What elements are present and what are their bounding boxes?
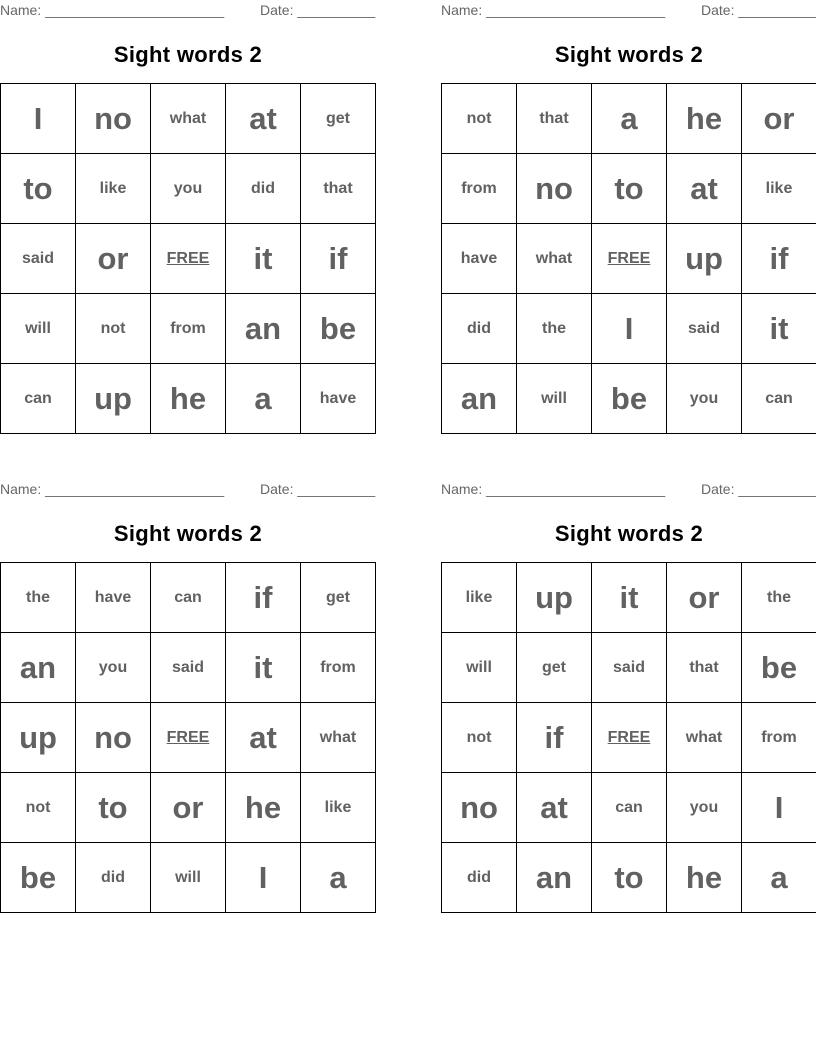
bingo-grid [441, 562, 816, 913]
name-field: Name: _______________________ [441, 481, 666, 497]
word-cell: can [592, 773, 667, 843]
word-cell: a [742, 843, 816, 913]
word-cell: up [76, 364, 151, 434]
word-cell: from [742, 703, 816, 773]
bingo-grid [441, 83, 816, 434]
word-cell: he [667, 843, 742, 913]
word-cell: said [151, 633, 226, 703]
card-header [441, 2, 816, 20]
word-cell: did [442, 294, 517, 364]
name-field: Name: _______________________ [0, 481, 225, 497]
grid-row [1, 843, 376, 913]
grid-row [442, 364, 816, 434]
word-cell: not [442, 703, 517, 773]
word-cell: be [592, 364, 667, 434]
word-cell: to [76, 773, 151, 843]
word-cell: will [1, 294, 76, 364]
word-cell: at [226, 703, 301, 773]
grid-row [442, 563, 816, 633]
word-cell: said [1, 224, 76, 294]
card-title: Sight words 2 [113, 42, 263, 67]
grid-row [1, 703, 376, 773]
word-cell: get [517, 633, 592, 703]
free-space-cell: FREE [592, 224, 667, 294]
word-cell: to [592, 154, 667, 224]
word-cell: a [226, 364, 301, 434]
word-cell: from [442, 154, 517, 224]
grid-row [442, 294, 816, 364]
word-cell: I [226, 843, 301, 913]
word-cell: if [301, 224, 376, 294]
word-cell: or [667, 563, 742, 633]
date-field: Date: __________ [260, 481, 376, 497]
card-header [441, 481, 816, 499]
word-cell: like [442, 563, 517, 633]
word-cell: an [442, 364, 517, 434]
word-cell: it [742, 294, 816, 364]
word-cell: he [667, 84, 742, 154]
word-cell: no [442, 773, 517, 843]
grid-row [1, 294, 376, 364]
word-cell: did [442, 843, 517, 913]
word-cell: he [151, 364, 226, 434]
word-cell: no [76, 84, 151, 154]
date-field: Date: __________ [701, 481, 816, 497]
bingo-card-3 [0, 479, 376, 913]
word-cell: be [1, 843, 76, 913]
word-cell: to [592, 843, 667, 913]
word-cell: what [151, 84, 226, 154]
word-cell: or [151, 773, 226, 843]
name-field: Name: _______________________ [441, 2, 666, 18]
word-cell: no [517, 154, 592, 224]
word-cell: from [301, 633, 376, 703]
word-cell: an [517, 843, 592, 913]
bingo-grid [0, 83, 376, 434]
word-cell: said [667, 294, 742, 364]
word-cell: will [442, 633, 517, 703]
free-space-cell: FREE [151, 703, 226, 773]
word-cell: have [301, 364, 376, 434]
card-header [0, 481, 376, 499]
word-cell: he [226, 773, 301, 843]
grid-row [1, 154, 376, 224]
word-cell: at [226, 84, 301, 154]
word-cell: if [226, 563, 301, 633]
word-cell: at [667, 154, 742, 224]
date-field: Date: __________ [701, 2, 816, 18]
date-field: Date: __________ [260, 2, 376, 18]
word-cell: the [1, 563, 76, 633]
grid-row [442, 703, 816, 773]
word-cell: an [226, 294, 301, 364]
word-cell: that [517, 84, 592, 154]
grid-row [442, 843, 816, 913]
word-cell: or [76, 224, 151, 294]
word-cell: not [1, 773, 76, 843]
grid-row [1, 84, 376, 154]
word-cell: like [301, 773, 376, 843]
grid-row [1, 563, 376, 633]
word-cell: what [517, 224, 592, 294]
word-cell: the [742, 563, 816, 633]
word-cell: that [667, 633, 742, 703]
word-cell: did [76, 843, 151, 913]
word-cell: I [1, 84, 76, 154]
free-space-cell: FREE [151, 224, 226, 294]
word-cell: a [301, 843, 376, 913]
word-cell: have [442, 224, 517, 294]
word-cell: if [742, 224, 816, 294]
word-cell: what [667, 703, 742, 773]
word-cell: I [742, 773, 816, 843]
word-cell: you [151, 154, 226, 224]
card-title: Sight words 2 [554, 42, 704, 67]
word-cell: from [151, 294, 226, 364]
grid-row [442, 154, 816, 224]
bingo-card-1 [0, 0, 376, 434]
word-cell: did [226, 154, 301, 224]
word-cell: be [742, 633, 816, 703]
word-cell: I [592, 294, 667, 364]
word-cell: like [76, 154, 151, 224]
word-cell: up [1, 703, 76, 773]
word-cell: or [742, 84, 816, 154]
word-cell: like [742, 154, 816, 224]
word-cell: a [592, 84, 667, 154]
word-cell: will [517, 364, 592, 434]
word-cell: can [151, 563, 226, 633]
grid-row [1, 633, 376, 703]
word-cell: you [667, 364, 742, 434]
word-cell: can [1, 364, 76, 434]
word-cell: the [517, 294, 592, 364]
grid-row [1, 224, 376, 294]
grid-row [442, 773, 816, 843]
word-cell: get [301, 563, 376, 633]
card-header [0, 2, 376, 20]
word-cell: what [301, 703, 376, 773]
name-field: Name: _______________________ [0, 2, 225, 18]
card-title: Sight words 2 [554, 521, 704, 546]
grid-row [442, 224, 816, 294]
word-cell: no [76, 703, 151, 773]
word-cell: it [592, 563, 667, 633]
card-title: Sight words 2 [113, 521, 263, 546]
word-cell: it [226, 633, 301, 703]
word-cell: if [517, 703, 592, 773]
word-cell: it [226, 224, 301, 294]
word-cell: you [667, 773, 742, 843]
grid-row [1, 773, 376, 843]
word-cell: up [667, 224, 742, 294]
word-cell: up [517, 563, 592, 633]
grid-row [442, 633, 816, 703]
word-cell: be [301, 294, 376, 364]
word-cell: said [592, 633, 667, 703]
word-cell: get [301, 84, 376, 154]
grid-row [442, 84, 816, 154]
word-cell: you [76, 633, 151, 703]
word-cell: at [517, 773, 592, 843]
bingo-grid [0, 562, 376, 913]
word-cell: that [301, 154, 376, 224]
grid-row [1, 364, 376, 434]
word-cell: have [76, 563, 151, 633]
free-space-cell: FREE [592, 703, 667, 773]
word-cell: not [76, 294, 151, 364]
word-cell: will [151, 843, 226, 913]
word-cell: an [1, 633, 76, 703]
word-cell: to [1, 154, 76, 224]
word-cell: not [442, 84, 517, 154]
bingo-card-4 [441, 479, 816, 913]
word-cell: can [742, 364, 816, 434]
bingo-card-2 [441, 0, 816, 434]
